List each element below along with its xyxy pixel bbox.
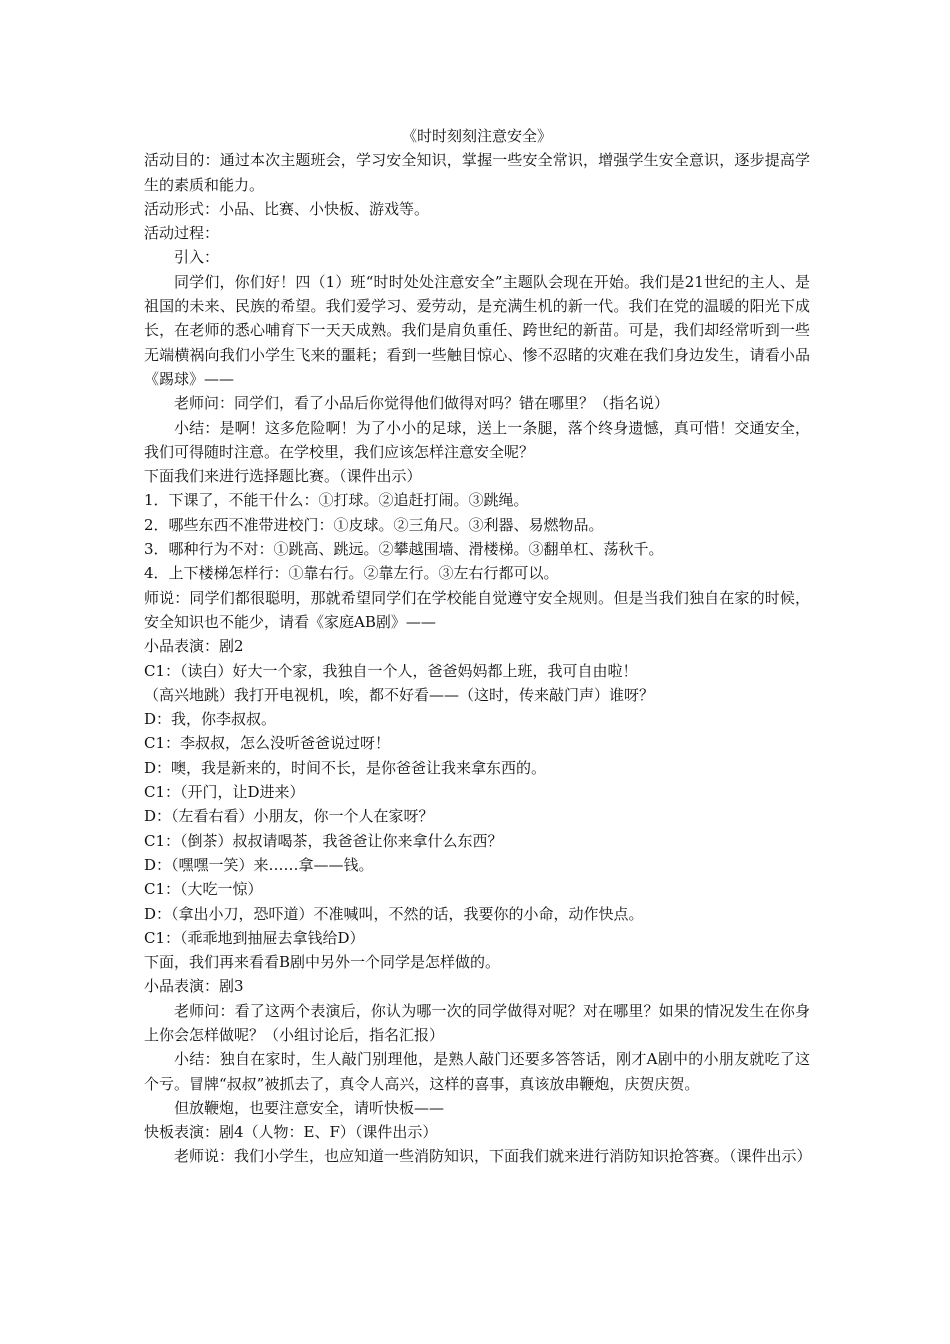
- paragraph: （高兴地跳）我打开电视机，唉，都不好看——（这时，传来敲门声）谁呀？: [144, 685, 655, 704]
- paragraph: C1：（读白）好大一个家，我独自一个人，爸爸妈妈都上班，我可自由啦！: [144, 661, 638, 680]
- paragraph: 小结：独自在家时，生人敲门别理他，是熟人敲门还要多答答话，刚才A剧中的小朋友就吃了这个亏。冒牌“叔叔”被抓去了，真令人高兴，这样的喜事，真该放串鞭炮，庆贺庆贺。: [144, 1050, 810, 1093]
- paragraph: D：噢，我是新来的，时间不长，是你爸爸让我来拿东西的。: [144, 758, 547, 777]
- paragraph: 老师说：我们小学生，也应知道一些消防知识，下面我们就来进行消防知识抢答赛。（课件出示）: [174, 1147, 812, 1166]
- paragraph: 小结：是啊！这多危险啊！为了小小的足球，送上一条腿，落个终身遗憾，真可惜！交通安全，我们可得随时注意。在学校里，我们应该怎样注意安全呢？: [144, 418, 810, 461]
- paragraph: 活动过程：: [144, 224, 220, 243]
- paragraph: 老师问：看了这两个表演后，你认为哪一次的同学做得对呢？对在哪里？如果的情况发生在你身上你会怎样做呢？（小组讨论后，指名汇报）: [144, 1001, 810, 1044]
- document-body: [144, 148, 810, 1168]
- paragraph: 但放鞭炮，也要注意安全，请听快板——: [174, 1098, 445, 1117]
- paragraph: C1：（大吃一惊）: [144, 880, 263, 899]
- paragraph: 4．上下楼梯怎样行：①靠右行。②靠左行。③左右行都可以。: [144, 564, 559, 583]
- paragraph: D：（左看右看）小朋友，你一个人在家呀？: [144, 807, 434, 826]
- paragraph: 师说：同学们都很聪明，那就希望同学们在学校能自觉遵守安全规则。但是当我们独自在家的时候，安全知识也不能少，请看《家庭AB剧》——: [144, 588, 810, 631]
- paragraph: 小品表演：剧3: [144, 977, 244, 996]
- paragraph: D：我，你李叔叔。: [144, 710, 277, 729]
- paragraph: 下面我们来进行选择题比赛。（课件出示）: [144, 467, 422, 486]
- paragraph: 2．哪些东西不准带进校门：①皮球。②三角尺。③利器、易燃物品。: [144, 515, 604, 534]
- paragraph: 同学们，你们好！四（1）班“时时处处注意安全”主题队会现在开始。我们是21世纪的主人、是祖国的未来、民族的希望。我们爱学习、爱劳动，是充满生机的新一代。我们在党的温暖的阳光下成长，在老师的悉心哺育下一天天成熟。我们是肩负重任、跨世纪的新苗。可是，我们却经常听到一些无端横祸向我们小学生飞来的噩耗；看到一些触目惊心、惨不忍睹的灾难在我们身边发生，请看小品《踢球》——: [144, 272, 810, 388]
- paragraph: 3．哪种行为不对：①跳高、跳远。②攀越围墙、滑楼梯。③翻单杠、荡秋千。: [144, 540, 664, 559]
- paragraph: C1：（倒茶）叔叔请喝茶，我爸爸让你来拿什么东西？: [144, 831, 503, 850]
- paragraph: 引入：: [174, 248, 220, 267]
- document-title: 《时时刻刻注意安全》: [401, 127, 552, 145]
- paragraph: C1：李叔叔，怎么没听爸爸说过呀！: [144, 734, 391, 753]
- document-page: [144, 124, 810, 1169]
- paragraph: C1：（乖乖地到抽屉去拿钱给D）: [144, 928, 365, 947]
- paragraph: C1：（开门，让D进来）: [144, 783, 305, 802]
- paragraph: D：（拿出小刀，恐吓道）不准喊叫，不然的话，我要你的小命，动作快点。: [144, 904, 644, 923]
- paragraph: 1．下课了，不能干什么：①打球。②追赶打闹。③跳绳。: [144, 491, 529, 510]
- paragraph: 下面，我们再来看看B剧中另外一个同学是怎样做的。: [144, 953, 501, 972]
- paragraph: 小品表演：剧2: [144, 637, 244, 656]
- paragraph: 快板表演：剧4（人物：E、F）（课件出示）: [144, 1123, 438, 1142]
- paragraph: 活动形式：小品、比赛、小快板、游戏等。: [144, 199, 430, 218]
- paragraph: D：（嘿嘿一笑）来……拿——钱。: [144, 855, 374, 874]
- paragraph: 老师问：同学们，看了小品后你觉得他们做得对吗？错在哪里？（指名说）: [174, 394, 670, 413]
- paragraph: 活动目的：通过本次主题班会，学习安全知识，掌握一些安全常识，增强学生安全意识，逐步提高学生的素质和能力。: [144, 151, 810, 194]
